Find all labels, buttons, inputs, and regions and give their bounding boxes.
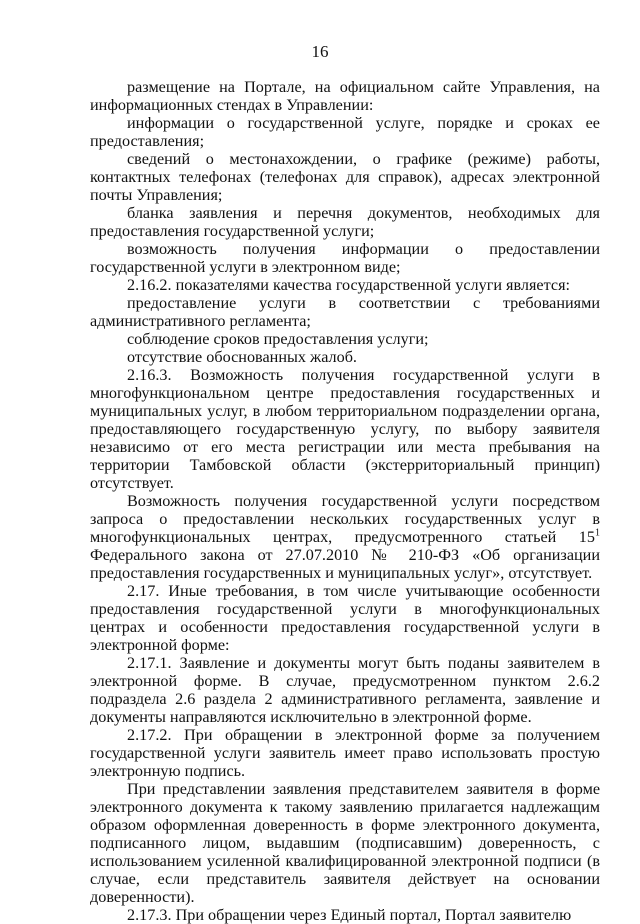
paragraph: сведений о местонахождении, о графике (режиме) работы, контактных телефонах (телефонах для справок), адресах электронной почты Управления; <box>90 150 600 204</box>
paragraph-text: Федерального закона от 27.07.2010 № 210-ФЗ «Об организации предоставления государственных и муниципальных услуг», отсутствует. <box>90 546 600 582</box>
paragraph: бланка заявления и перечня документов, необходимых для предоставления государственной услуги; <box>90 204 600 240</box>
paragraph-with-footnote <box>90 492 600 582</box>
document-body <box>90 78 600 924</box>
paragraph: 2.17.3. При обращении через Единый портал, Портал заявителю <box>127 906 572 924</box>
paragraph: предоставление услуги в соответствии с требованиями административного регламента; <box>90 294 600 330</box>
page-number: 16 <box>311 42 329 61</box>
paragraph: возможность получения информации о предоставлении государственной услуги в электронном виде; <box>90 240 600 276</box>
paragraph: соблюдение сроков предоставления услуги; <box>127 330 429 348</box>
paragraph-text: Возможность получения государственной услуги посредством запроса о предоставлении нескольких государственных услуг в многофункциональных центрах, предусмотренного статьей 15 <box>90 492 600 546</box>
paragraph: При представлении заявления представителем заявителя в форме электронного документа к такому заявлению прилагается надлежащим образом оформленная доверенность в форме электронного документа, подписанного лицом, выдавшим (подписавшим) доверенность, с использованием усиленной квалифицированной электронной подписи (в случае, если представитель заявителя действует на основании доверенности). <box>90 780 600 906</box>
paragraph: отсутствие обоснованных жалоб. <box>127 348 357 366</box>
paragraph: 2.17. Иные требования, в том числе учитывающие особенности предоставления государственной услуги в многофункциональных центрах и особенности предоставления государственной услуги в электронной форме: <box>90 582 600 654</box>
paragraph: 2.17.1. Заявление и документы могут быть поданы заявителем в электронной форме. В случае, предусмотренном пунктом 2.6.2 подраздела 2.6 раздела 2 административного регламента, заявление и документы направляются исключительно в электронной форме. <box>90 654 600 726</box>
paragraph: 2.16.2. показателями качества государственной услуги является: <box>127 276 571 294</box>
paragraph: размещение на Портале, на официальном сайте Управления, на информационных стендах в Управлении: <box>90 78 600 114</box>
paragraph: 2.17.2. При обращении в электронной форме за получением государственной услуги заявитель имеет право использовать простую электронную подпись. <box>90 726 600 780</box>
paragraph: информации о государственной услуге, порядке и сроках ее предоставления; <box>90 114 600 150</box>
paragraph: 2.16.3. Возможность получения государственной услуги в многофункциональном центре предоставления государственных и муниципальных услуг, в любом территориальном подразделении органа, предоставляющего государственную услугу, по выбору заявителя независимо от его места регистрации или места пребывания на территории Тамбовской области (экстерриториальный принцип) отсутствует. <box>90 366 600 492</box>
footnote-mark: 1 <box>595 527 600 539</box>
